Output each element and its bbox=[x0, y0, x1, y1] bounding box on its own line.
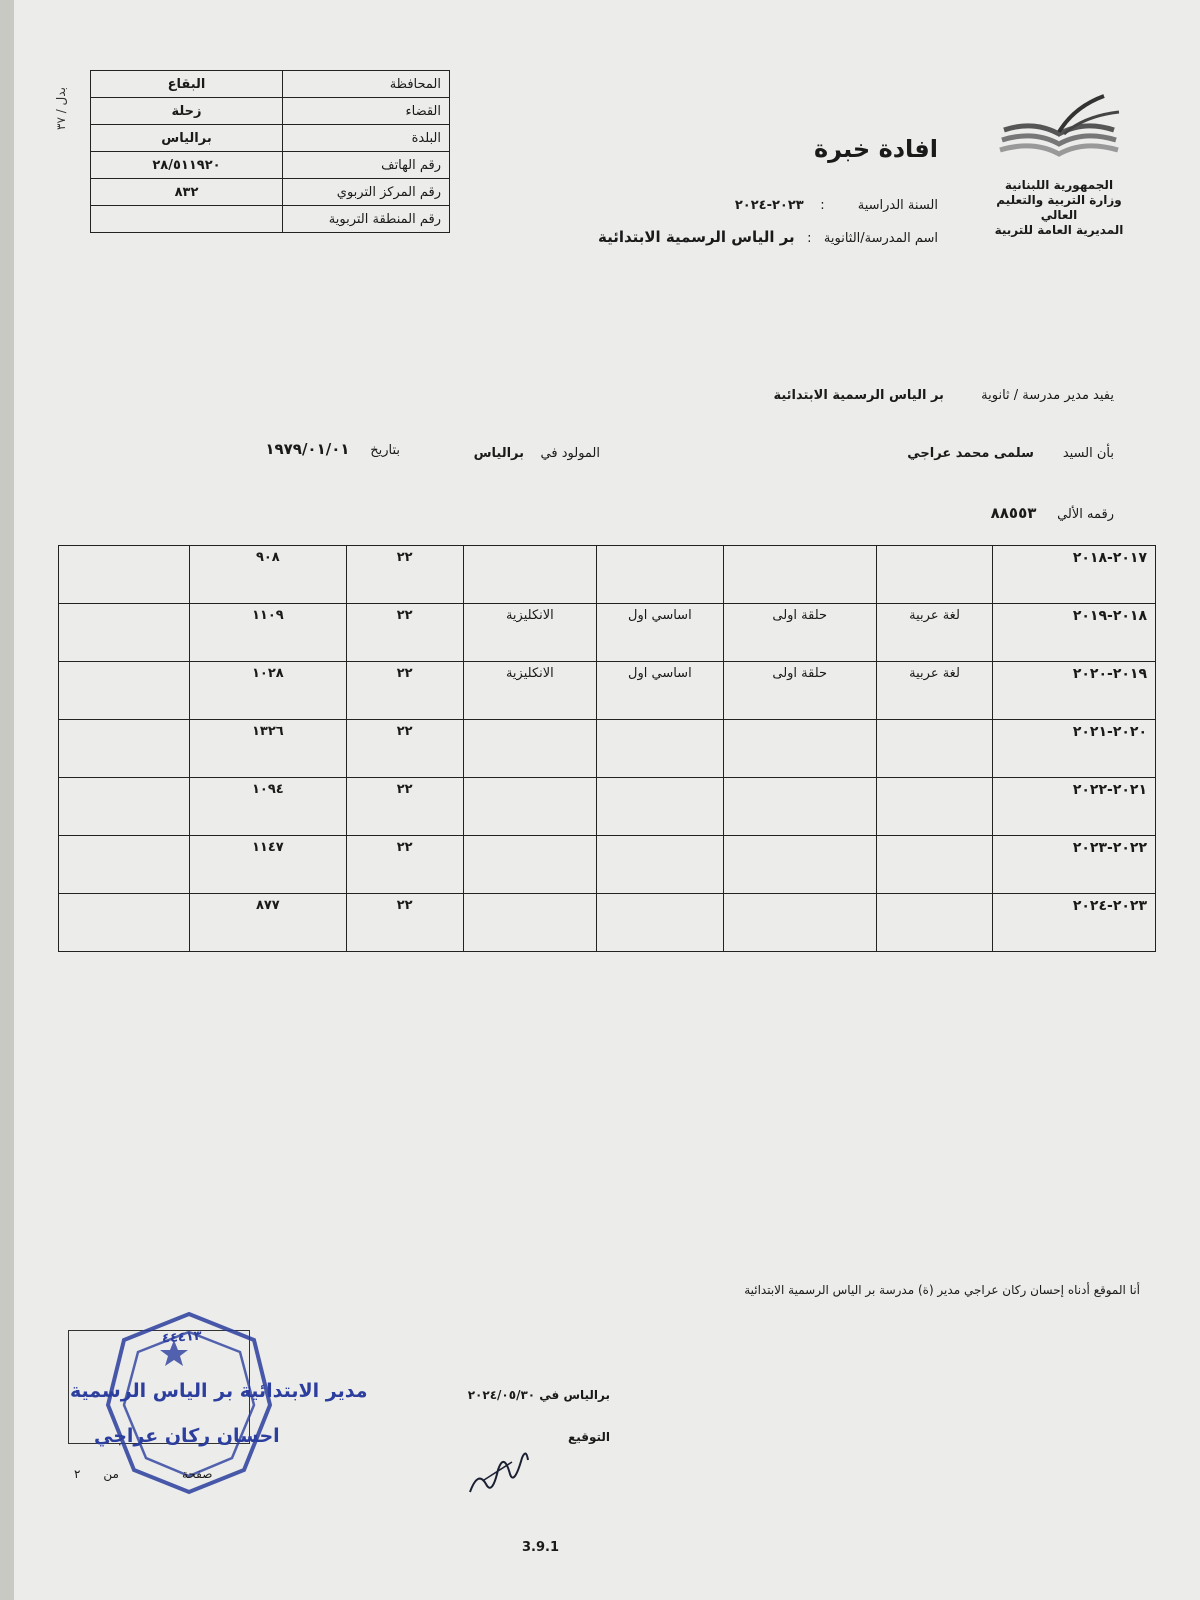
table-cell bbox=[59, 546, 190, 604]
table-cell bbox=[59, 894, 190, 952]
stamp-line-name: احسان ركان عراجي bbox=[94, 1425, 280, 1447]
experience-table bbox=[58, 545, 1156, 952]
info-label: رقم الهاتف bbox=[283, 152, 450, 179]
signature-label: التوقيع bbox=[568, 1430, 610, 1444]
info-label: المحافظة bbox=[283, 71, 450, 98]
page-number-label bbox=[182, 1467, 212, 1481]
table-cell bbox=[59, 662, 190, 720]
table-cell bbox=[463, 778, 596, 836]
table-cell: ٢٠١٧-٢٠١٨ bbox=[993, 546, 1156, 604]
info-row bbox=[91, 71, 450, 98]
table-cell: ٢٠٢١-٢٠٢٢ bbox=[993, 778, 1156, 836]
table-cell bbox=[876, 546, 993, 604]
table-cell: ٢٠١٨-٢٠١٩ bbox=[993, 604, 1156, 662]
table-row bbox=[59, 604, 1156, 662]
table-row bbox=[59, 778, 1156, 836]
table-cell: اساسي اول bbox=[596, 662, 723, 720]
person-label: بأن السيد bbox=[1062, 446, 1114, 461]
open-book-icon bbox=[994, 92, 1124, 172]
info-value: ٢٨/٥١١٩٢٠ bbox=[91, 152, 283, 179]
page-title: افادة خبرة bbox=[814, 135, 938, 163]
table-cell bbox=[876, 778, 993, 836]
page-of-label bbox=[74, 1467, 119, 1481]
table-row bbox=[59, 894, 1156, 952]
school-name-value: بر الياس الرسمية الابتدائية bbox=[597, 228, 795, 246]
info-row bbox=[91, 206, 450, 233]
school-year-line bbox=[735, 198, 938, 213]
school-name-repeat: بر الياس الرسمية الابتدائية bbox=[773, 388, 944, 403]
table-cell bbox=[59, 720, 190, 778]
location-info-table bbox=[90, 70, 450, 233]
info-value: زحلة bbox=[91, 98, 283, 125]
table-cell: ٢٢ bbox=[346, 720, 463, 778]
school-year-value: ٢٠٢٣-٢٠٢٤ bbox=[734, 198, 804, 213]
table-cell bbox=[596, 894, 723, 952]
person-line bbox=[907, 446, 1114, 461]
logo-line-directorate: المديرية العامة للتربية bbox=[994, 223, 1124, 237]
table-cell: حلقة اولى bbox=[723, 604, 876, 662]
table-cell bbox=[59, 836, 190, 894]
table-cell bbox=[723, 836, 876, 894]
table-cell: ١٠٢٨ bbox=[190, 662, 346, 720]
table-cell: لغة عربية bbox=[876, 604, 993, 662]
table-cell: حلقة اولى bbox=[723, 662, 876, 720]
table-cell: ٢٢ bbox=[346, 662, 463, 720]
document-page bbox=[14, 0, 1200, 1600]
table-row bbox=[59, 662, 1156, 720]
table-cell: ٢٢ bbox=[346, 604, 463, 662]
table-cell: ٢٠٢٢-٢٠٢٣ bbox=[993, 836, 1156, 894]
school-name-label: اسم المدرسة/الثانوية bbox=[823, 231, 938, 246]
info-label: القضاء bbox=[283, 98, 450, 125]
table-cell bbox=[876, 720, 993, 778]
table-cell: ٢٢ bbox=[346, 778, 463, 836]
table-cell bbox=[723, 778, 876, 836]
table-cell bbox=[463, 720, 596, 778]
info-value: برالياس bbox=[91, 125, 283, 152]
info-value: البقاع bbox=[91, 71, 283, 98]
table-cell: ٢٠٢٠-٢٠٢١ bbox=[993, 720, 1156, 778]
table-cell: الانكليزية bbox=[463, 662, 596, 720]
birthplace-line bbox=[474, 446, 600, 461]
table-row bbox=[59, 836, 1156, 894]
info-label: رقم المركز التربوي bbox=[283, 179, 450, 206]
table-cell bbox=[59, 604, 190, 662]
declaration-line: أنا الموقع أدناه إحسان ركان عراجي مدير (ة) مدرسة بر الياس الرسمية الابتدائية bbox=[744, 1283, 1140, 1297]
table-cell bbox=[59, 778, 190, 836]
info-value: ٨٣٢ bbox=[91, 179, 283, 206]
info-row bbox=[91, 179, 450, 206]
person-name: سلمى محمد عراجي bbox=[907, 446, 1034, 461]
logo-line-republic: الجمهورية اللبنانية bbox=[1004, 178, 1114, 192]
page-of: من bbox=[103, 1467, 119, 1481]
colon: : bbox=[820, 198, 825, 213]
table-cell bbox=[876, 894, 993, 952]
table-cell: ١٠٩٤ bbox=[190, 778, 346, 836]
birthdate-label: بتاريخ bbox=[370, 443, 400, 458]
table-cell bbox=[723, 720, 876, 778]
table-cell: ٢٠١٩-٢٠٢٠ bbox=[993, 662, 1156, 720]
table-cell bbox=[596, 546, 723, 604]
ministry-logo-text bbox=[984, 178, 1134, 238]
table-cell bbox=[723, 546, 876, 604]
page-code: 3.9.1 bbox=[522, 1540, 560, 1555]
table-cell: الانكليزية bbox=[463, 604, 596, 662]
info-row bbox=[91, 152, 450, 179]
side-note: بدل / ٣٧ bbox=[54, 87, 68, 130]
stamp-line-title: مدير الابتدائية بر الياس الرسمية bbox=[70, 1380, 368, 1402]
page-total: ٢ bbox=[74, 1467, 81, 1481]
birthdate-value: ١٩٧٩/٠١/٠١ bbox=[265, 440, 350, 458]
table-cell: ٩٠٨ bbox=[190, 546, 346, 604]
table-cell bbox=[876, 836, 993, 894]
table-cell: ١١٤٧ bbox=[190, 836, 346, 894]
school-year-label: السنة الدراسية bbox=[857, 198, 938, 213]
logo-line-ministry: وزارة التربية والتعليم العالي bbox=[996, 193, 1122, 222]
birthplace-value: برالياس bbox=[473, 446, 525, 461]
table-cell bbox=[723, 894, 876, 952]
table-cell: ٢٢ bbox=[346, 546, 463, 604]
table-cell bbox=[596, 720, 723, 778]
page-label: صفحة bbox=[182, 1467, 213, 1481]
birthdate-line bbox=[265, 440, 400, 458]
info-row bbox=[91, 125, 450, 152]
table-cell bbox=[596, 778, 723, 836]
info-row bbox=[91, 98, 450, 125]
table-cell: اساسي اول bbox=[596, 604, 723, 662]
table-cell bbox=[463, 894, 596, 952]
handwritten-signature bbox=[464, 1440, 534, 1500]
table-cell: ١٣٢٦ bbox=[190, 720, 346, 778]
place-date: برالياس في ٢٠٢٤/٠٥/٣٠ bbox=[467, 1388, 610, 1402]
table-row bbox=[59, 546, 1156, 604]
id-label: رقمه الألي bbox=[1057, 507, 1114, 522]
table-row bbox=[59, 720, 1156, 778]
table-cell: ٢٠٢٣-٢٠٢٤ bbox=[993, 894, 1156, 952]
table-cell: لغة عربية bbox=[876, 662, 993, 720]
info-label: البلدة bbox=[283, 125, 450, 152]
id-line bbox=[991, 504, 1114, 522]
info-label: رقم المنطقة التربوية bbox=[283, 206, 450, 233]
table-cell bbox=[463, 546, 596, 604]
table-cell: ٢٢ bbox=[346, 894, 463, 952]
director-statement-label: يفيد مدير مدرسة / ثانوية bbox=[981, 388, 1114, 403]
info-value bbox=[91, 206, 283, 233]
stamp-number: ٤٤٤١٣ bbox=[161, 1328, 203, 1347]
table-cell bbox=[463, 836, 596, 894]
table-cell bbox=[596, 836, 723, 894]
director-statement-line bbox=[773, 388, 1114, 403]
birthplace-label: المولود في bbox=[540, 446, 600, 461]
colon: : bbox=[807, 231, 812, 246]
ministry-logo bbox=[984, 92, 1134, 238]
table-cell: ٨٧٧ bbox=[190, 894, 346, 952]
table-cell: ١١٠٩ bbox=[190, 604, 346, 662]
school-name-line bbox=[598, 228, 938, 246]
id-value: ٨٨٥٥٣ bbox=[990, 504, 1037, 522]
table-cell: ٢٢ bbox=[346, 836, 463, 894]
